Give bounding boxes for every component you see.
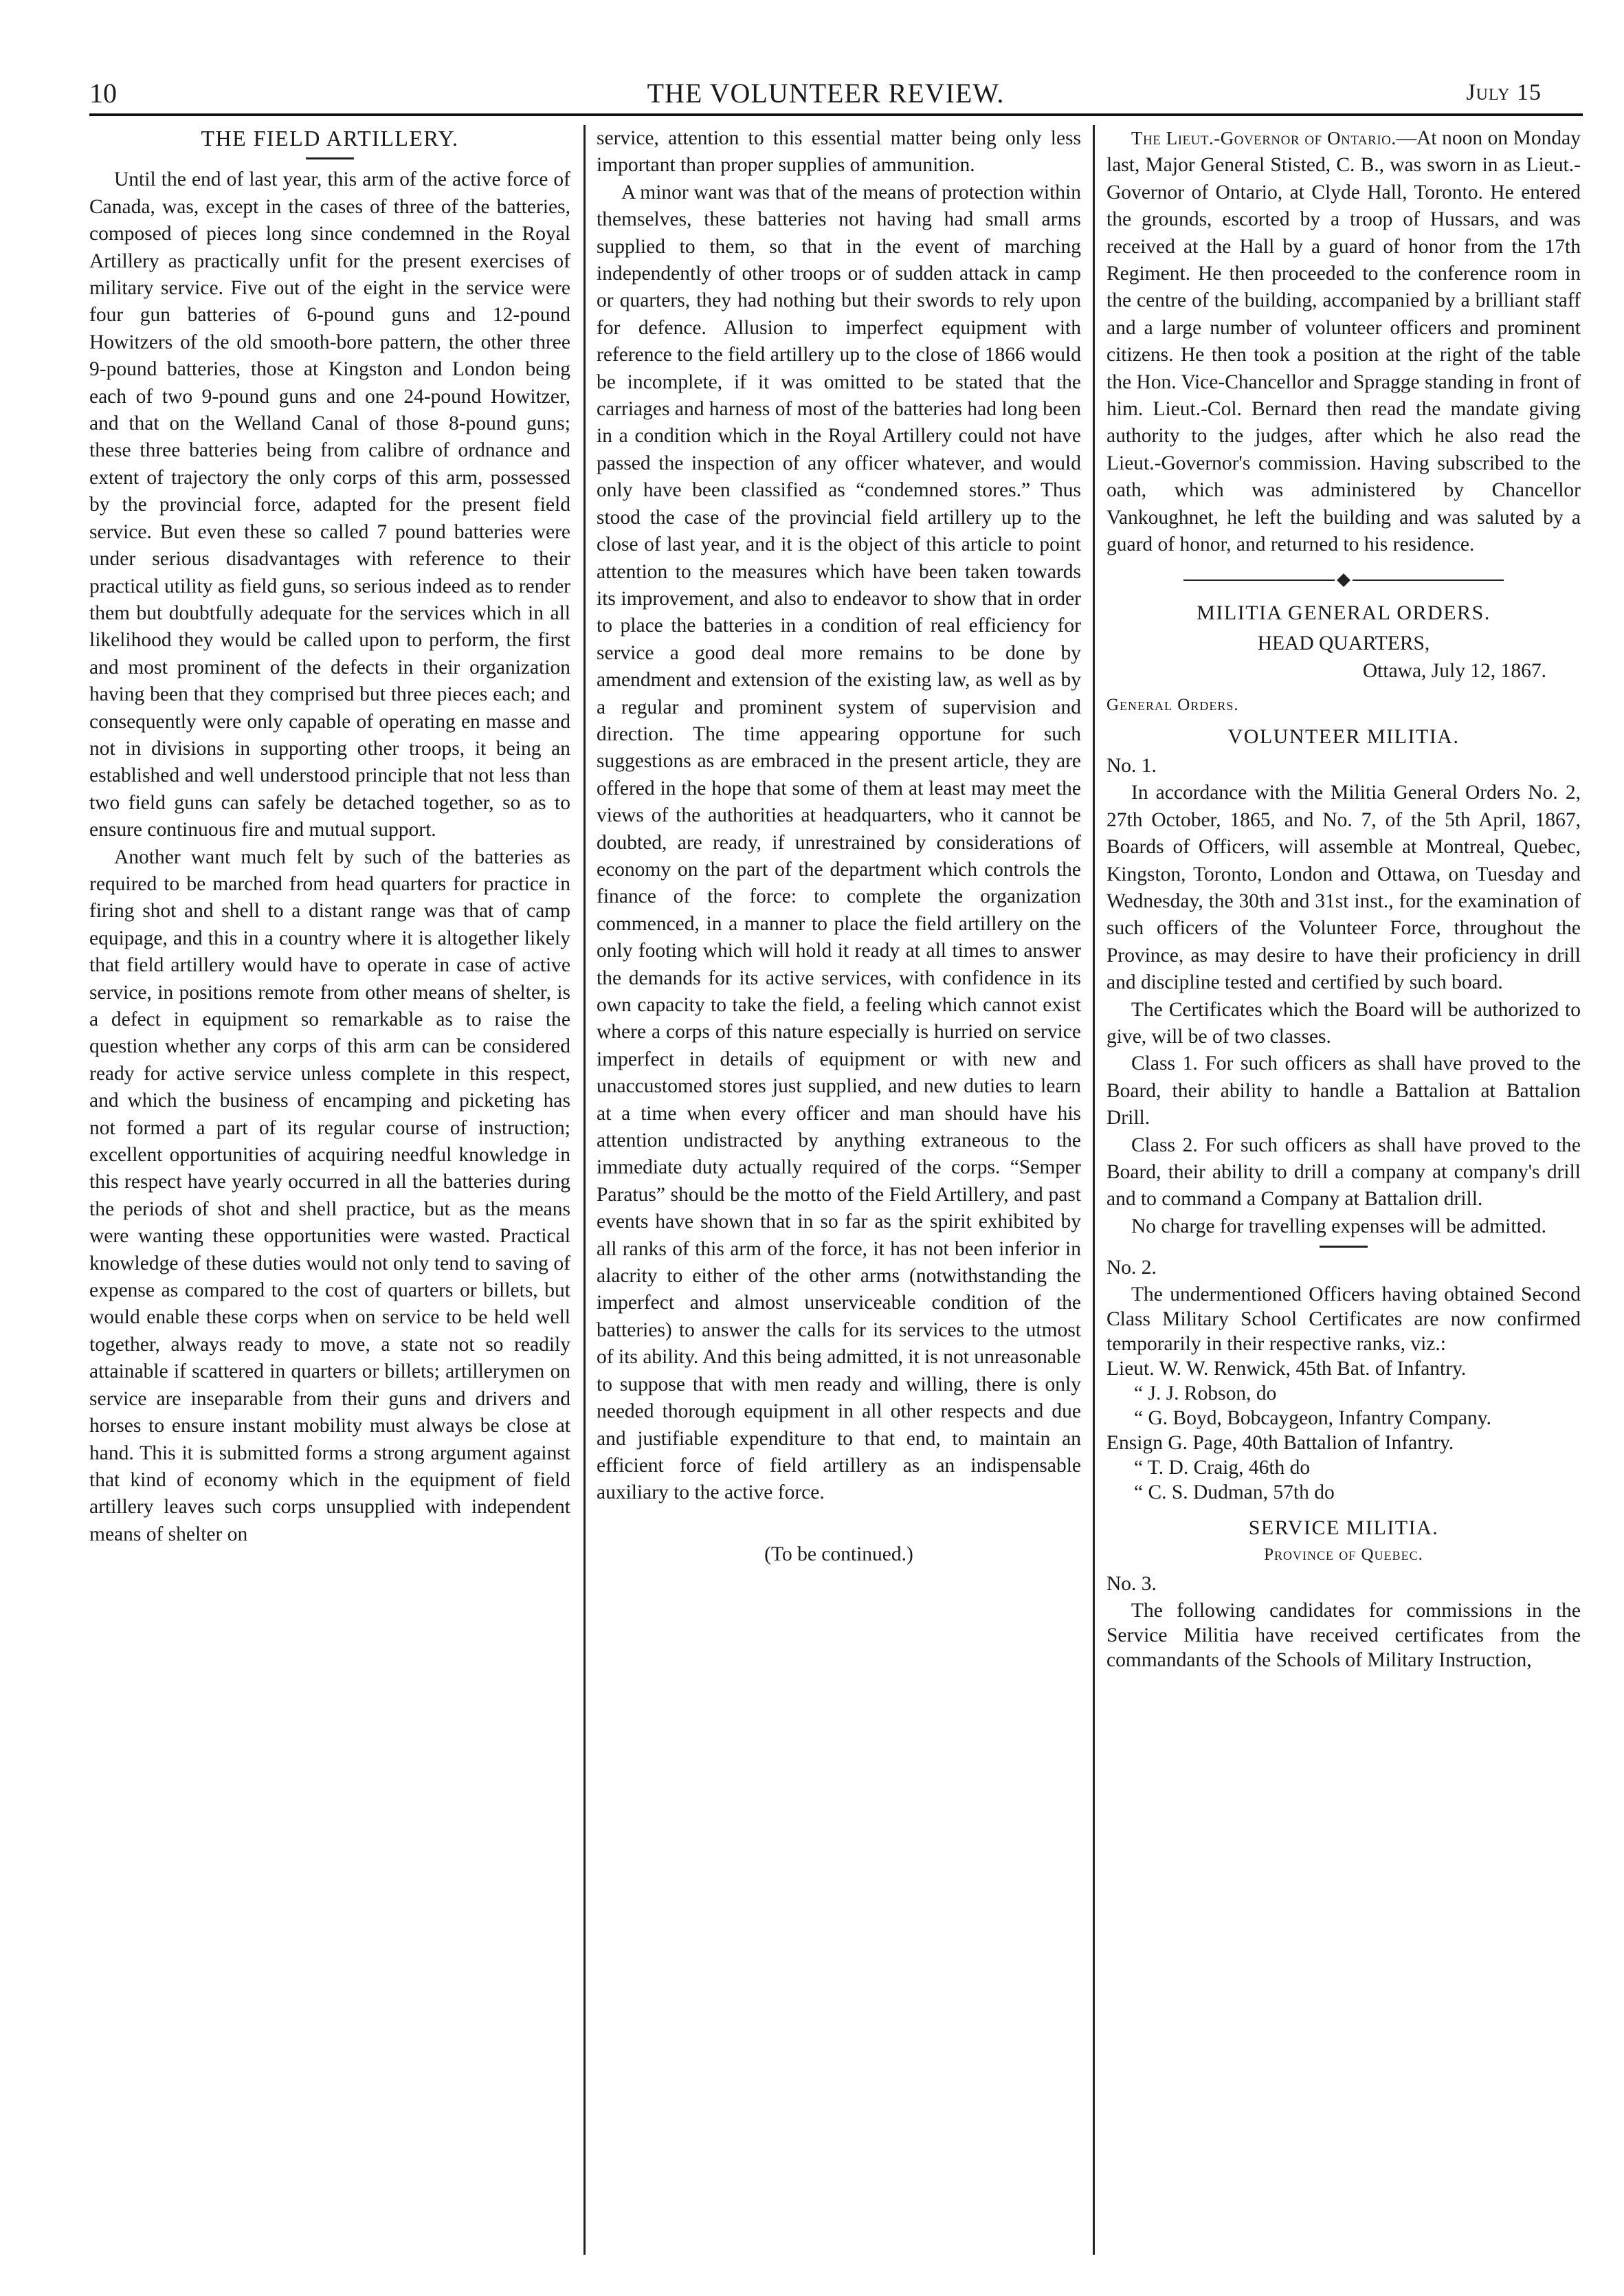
paragraph: service, attention to this essential matter being only less important than proper supplies of ammunition. (597, 127, 1081, 177)
column-divider (1093, 125, 1095, 2255)
order-number: No. 1. (1106, 754, 1157, 777)
section-heading: VOLUNTEER MILITIA. (1227, 725, 1460, 748)
officer-entry: “ C. S. Dudman, 57th do (1134, 1481, 1335, 1503)
paragraph: Another want much felt by such of the batteries as required to be marched from head quarters for practice in firing shot and shell to a distant range was that of camp equipage, and this in a country where it is altogether likely that field artillery would have to operate in case of active service, in positions remote from other means of shelter, is a defect in equipment so remarkable as to raise the question whether any corps of this arm can be considered ready for active service unless complete in this respect, and which the business of encamping and picketing has not formed a part of its regular course of instruction; excellent opportunities of acquiring needful knowledge in this respect have yearly occurred in all the batteries during the periods of shot and shell practice, but as the means were wanting these opportunities were wasted. Practical knowledge of these duties would not only tend to saving of expense as compared to the cost of quarters or billets, but would enable these corps when on service to be held well together, always ready to move, a state not so readily attainable if scattered in quarters or billets; artillerymen on service are inseparable from their guns and drivers and horses to ensure instant mobility must always be close at hand. This it is submitted forms a strong argument against that kind of economy which in the equipment of field artillery leaves such corps unsupplied with independent means of shelter on (89, 846, 570, 1545)
paragraph: A minor want was that of the means of protection within themselves, these batteries not having had small arms supplied to them, so that in the event of marching independently of other troops or of sudden attack in camp or quarters, they had nothing but their swords to rely upon for defence. Allusion to imperfect equipment with reference to the field artillery up to the close of 1866 would be incomplete, if it was omitted to be stated that the carriages and harness of most of the batteries had long been in a condition which in the Royal Artillery could not have passed the inspection of any officer whatever, and would only have been classified as “condemned stores.” Thus stood the case of the provincial field artillery up to the close of last year, and it is the object of this article to point attention to the measures which have been taken towards its improvement, and also to endeavor to show that in order to place the batteries in a condition of real efficiency for service a good deal more remains to be done by amendment and extension of the existing law, as well as by a regular and prominent system of supervision and direction. The time appearing opportune for such suggestions as are embraced in the present article, they are offered in the hope that some of them at least may meet the views of the authorities at headquarters, who it cannot be doubted, are ready, if unrestrained by considerations of economy on the part of the department which controls the finance of the force: to complete the organization commenced, in a manner to place the field artillery on the only footing which will hold it ready at all times to answer the demands for its active services, with confidence in its own capacity to take the field, a feeling which cannot exist where a corps of this nature especially is hurried on service imperfect in details of equipment or with new and unaccustomed stores just supplied, and new duties to learn at a time when every officer and man should have his attention undistracted by anything extraneous to the immediate duty actually required of the corps. “Semper Paratus” should be the motto of the Field Artillery, and past events have shown that in so far as the spirit exhibited by all ranks of this arm of the force, it has not been inferior in alacrity to either of the other arms (notwithstanding the imperfect and almost unserviceable condition of the batteries) to answer the calls for its services to the utmost of its ability. And this being admitted, it is not unreasonable to suppose that with men ready and willing, there is only needed thorough equipment in all other respects and due and justifiable expenditure to that end, to maintain an efficient force of field artillery as an indispensable auxiliary to the active force. (597, 181, 1081, 1504)
column-1 (89, 125, 570, 2255)
news-body: —At noon on Monday last, Major General Stisted, C. B., was sworn in as Lieut.-Governor of Ontario, at Clyde Hall, Toronto. He entered the grounds, escorted by a troop of Hussars, and was received at the Hall by a guard of honor from the 17th Regiment. He then proceeded to the conference room in the centre of the building, accompanied by a brilliant staff and a large number of volunteer officers and prominent citizens. He then took a position at the right of the table the Hon. Vice-Chancellor and Spragge standing in front of him. Lieut.-Col. Bernard then read the mandate giving authority to the judges, after which he also read the Lieut.-Governor's commission. Having subscribed to the oath, which was administered by Chancellor Vankoughnet, he left the building and was saluted by a guard of honor, and returned to his residence. (1106, 127, 1581, 556)
section-heading: MILITIA GENERAL ORDERS. (1197, 601, 1491, 624)
officer-entry: “ G. Boyd, Bobcaygeon, Infantry Company. (1134, 1406, 1491, 1429)
column-2 (597, 125, 1081, 2255)
hq-date: Ottawa, July 12, 1867. (1362, 659, 1546, 682)
header-rule (89, 113, 1583, 116)
paragraph: No charge for travelling expenses will be admitted. (1131, 1215, 1547, 1237)
column-divider (583, 125, 586, 2255)
paragraph: In accordance with the Militia General Orders No. 2, 27th October, 1865, and No. 7, of the 5th April, 1867, Boards of Officers, will assemble at Montreal, Quebec, Kingston, Toronto, London and Ottawa, on Tuesday and Wednesday, the 30th and 31st inst., for the examination of such officers of the Volunteer Force, throughout the Province, as may desire to have their proficiency in drill and discipline tested and certified by such board. (1106, 782, 1581, 994)
general-orders-label: General Orders. (1106, 696, 1239, 715)
hq-heading: HEAD QUARTERS, (1257, 632, 1430, 655)
paragraph: Class 1. For such officers as shall have proved to the Board, their ability to handle a Battalion at Battalion Drill. (1106, 1052, 1581, 1129)
officer-entry: “ T. D. Craig, 46th do (1134, 1456, 1311, 1479)
paragraph: The Certificates which the Board will be authorized to give, will be of two classes. (1106, 998, 1581, 1048)
order-number: No. 2. (1106, 1257, 1157, 1279)
news-item (1106, 125, 1581, 559)
order-number: No. 3. (1106, 1573, 1157, 1596)
paragraph: Until the end of last year, this arm of the active force of Canada, was, except in the cases of three of the batteries, composed of pieces long since condemned in the Royal Artillery as practically unfit for the present exercises of military service. Five out of the eight in the service were four gun batteries of 6-pound guns and 12-pound Howitzers of the old smooth-bore pattern, the other three 9-pound batteries, those at Kingston and London being each of two 9-pound guns and one 24-pound Howitzer, and that on the Welland Canal of those 8-pound guns; these three batteries being from calibre of ordnance and extent of trajectory the only corps of this arm, possessed by the provincial force, adapted for the present field service. But even these so called 7 pound batteries were under serious disadvantages with reference to their practical utility as field guns, so serious indeed as to render them but doubtfully adequate for the services which in all likelihood they would be called upon to perform, the first and most prominent of the defects in their organization having been that they comprised but three pieces each; and consequently were only capable of operating en masse and not in divisions in supporting other troops, it being an established and well understood principle that not less than two field guns can safely be detached together, so as to ensure continuous fire and mutual support. (89, 168, 570, 841)
section-heading: SERVICE MILITIA. (1248, 1516, 1439, 1539)
masthead-title: THE VOLUNTEER REVIEW. (647, 78, 1005, 109)
paragraph: The following candidates for commissions in the Service Militia have received certificates from the commandants of the Schools of Military Instruction, (1106, 1599, 1581, 1671)
news-lead: The Lieut.-Governor of Ontario. (1131, 128, 1397, 148)
divider-rule (1320, 1246, 1368, 1248)
page-number: 10 (89, 78, 117, 109)
officer-entry: “ J. J. Robson, do (1134, 1382, 1277, 1404)
section-ornament (1106, 566, 1581, 593)
page-header (89, 77, 1562, 115)
paragraph: The undermentioned Officers having obtained Second Class Military School Certificates are now confirmed temporarily in their respective ranks, viz.: (1106, 1283, 1581, 1355)
province-label: Province of Quebec. (1264, 1545, 1423, 1565)
officer-entry: Lieut. W. W. Renwick, 45th Bat. of Infantry. (1106, 1357, 1467, 1380)
column-3 (1106, 125, 1581, 2255)
officer-entry: Ensign G. Page, 40th Battalion of Infantry. (1106, 1431, 1454, 1454)
paragraph: Class 2. For such officers as shall have proved to the Board, their ability to drill a company at company's drill and to command a Company at Battalion drill. (1106, 1134, 1581, 1211)
article-heading: THE FIELD ARTILLERY. (201, 126, 459, 151)
issue-date: July 15 (1466, 80, 1542, 105)
heading-rule (306, 157, 354, 159)
continued-note: (To be continued.) (764, 1543, 913, 1565)
